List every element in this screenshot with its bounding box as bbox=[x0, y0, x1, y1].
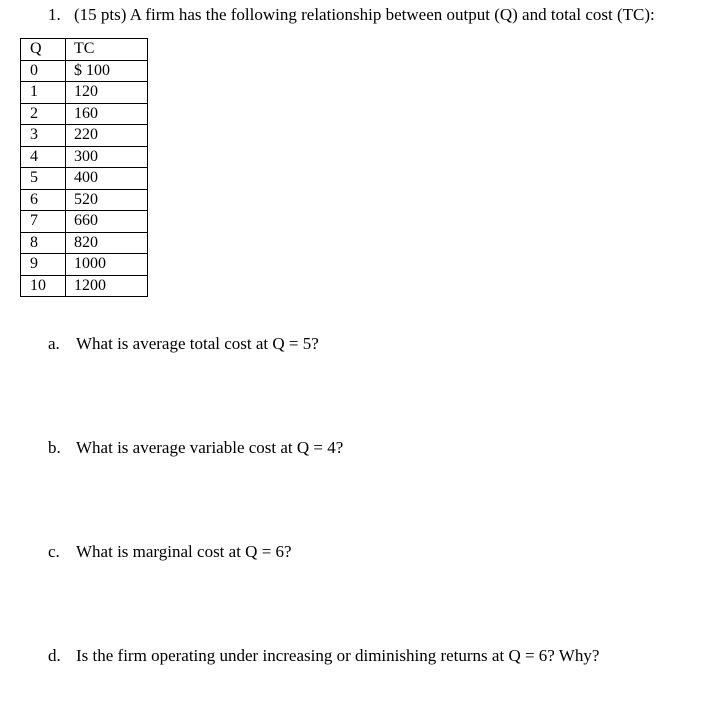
cell-q: 0 bbox=[21, 60, 66, 82]
cell-q: 6 bbox=[21, 189, 66, 211]
subquestion-b bbox=[48, 438, 343, 458]
subquestion-text: Is the firm operating under increasing or diminishing returns at Q = 6? Why? bbox=[76, 646, 600, 665]
table-row bbox=[21, 254, 148, 276]
subquestion-letter: c. bbox=[48, 542, 60, 561]
table-row bbox=[21, 211, 148, 233]
cell-tc: 1200 bbox=[66, 275, 148, 297]
cell-tc: 300 bbox=[66, 146, 148, 168]
cell-q: 10 bbox=[21, 275, 66, 297]
subquestion-a bbox=[48, 334, 319, 354]
question-number: 1. bbox=[48, 5, 61, 24]
cell-tc: $ 100 bbox=[66, 60, 148, 82]
subquestion-text: What is average total cost at Q = 5? bbox=[76, 334, 319, 353]
cell-q: 3 bbox=[21, 125, 66, 147]
subquestion-letter: a. bbox=[48, 334, 60, 353]
cell-q: 4 bbox=[21, 146, 66, 168]
cell-tc: 660 bbox=[66, 211, 148, 233]
table-row bbox=[21, 232, 148, 254]
cell-q: 9 bbox=[21, 254, 66, 276]
cell-tc: 820 bbox=[66, 232, 148, 254]
question-header bbox=[48, 5, 655, 25]
cell-q: 2 bbox=[21, 103, 66, 125]
table-row bbox=[21, 275, 148, 297]
subquestion-c bbox=[48, 542, 292, 562]
cell-tc: 1000 bbox=[66, 254, 148, 276]
subquestion-letter: b. bbox=[48, 438, 61, 457]
cost-table bbox=[20, 38, 148, 297]
column-header-tc: TC bbox=[66, 39, 148, 61]
table-row bbox=[21, 82, 148, 104]
table-row bbox=[21, 103, 148, 125]
cell-q: 5 bbox=[21, 168, 66, 190]
cell-q: 8 bbox=[21, 232, 66, 254]
table-row bbox=[21, 168, 148, 190]
cell-q: 7 bbox=[21, 211, 66, 233]
subquestion-text: What is average variable cost at Q = 4? bbox=[76, 438, 344, 457]
table-header-row bbox=[21, 39, 148, 61]
table-row bbox=[21, 189, 148, 211]
cell-tc: 220 bbox=[66, 125, 148, 147]
table-row bbox=[21, 125, 148, 147]
table-row bbox=[21, 60, 148, 82]
question-text: (15 pts) A firm has the following relationship between output (Q) and total cost (TC): bbox=[74, 5, 655, 24]
subquestion-d bbox=[48, 646, 599, 666]
cell-q: 1 bbox=[21, 82, 66, 104]
table-row bbox=[21, 146, 148, 168]
cell-tc: 400 bbox=[66, 168, 148, 190]
cell-tc: 120 bbox=[66, 82, 148, 104]
cell-tc: 520 bbox=[66, 189, 148, 211]
cell-tc: 160 bbox=[66, 103, 148, 125]
column-header-q: Q bbox=[21, 39, 66, 61]
subquestion-letter: d. bbox=[48, 646, 61, 665]
subquestion-text: What is marginal cost at Q = 6? bbox=[76, 542, 292, 561]
